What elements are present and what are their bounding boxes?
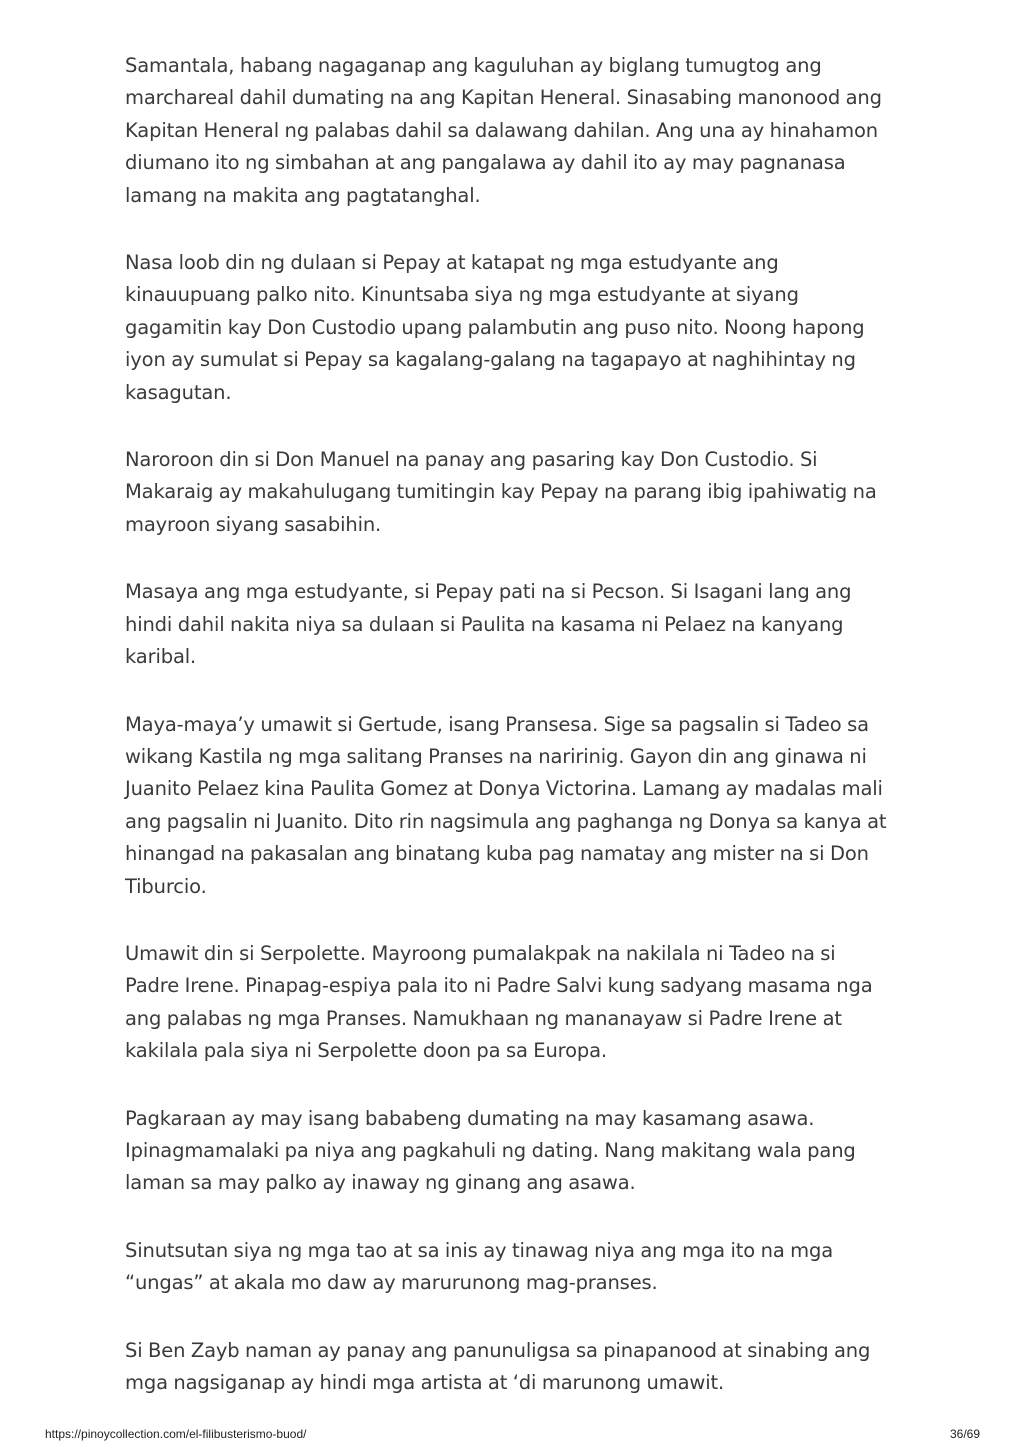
- paragraph: [125, 50, 915, 212]
- text-line: Nasa loob din ng dulaan si Pepay at katapat ng mga estudyante ang: [125, 251, 779, 275]
- text-line: iyon ay sumulat si Pepay sa kagalang-galang na tagapayo at naghihintay ng: [125, 348, 856, 372]
- paragraph: [125, 1103, 915, 1200]
- text-line: kinauupuang palko nito. Kinuntsaba siya ng mga estudyante at siyang: [125, 283, 799, 307]
- text-line: diumano ito ng simbahan at ang pangalawa ay dahil ito ay may pagnanasa: [125, 151, 846, 175]
- text-line: Umawit din si Serpolette. Mayroong pumalakpak na nakilala ni Tadeo na si: [125, 941, 836, 965]
- text-line: marchareal dahil dumating na ang Kapitan Heneral. Sinasabing manonood ang: [125, 86, 882, 110]
- text-line: Maya-maya’y umawit si Gertude, isang Pransesa. Sige sa pagsalin si Tadeo sa: [125, 712, 869, 736]
- text-line: Naroroon din si Don Manuel na panay ang pasaring kay Don Custodio. Si: [125, 448, 818, 472]
- source-url: https://pinoycollection.com/el-filibusterismo-buod/: [45, 1427, 307, 1441]
- paragraph: [125, 247, 915, 409]
- document-body: [125, 50, 915, 1434]
- paragraph: [125, 1235, 915, 1300]
- text-line: hindi dahil nakita niya sa dulaan si Paulita na kasama ni Pelaez na kanyang: [125, 612, 844, 636]
- paragraph: [125, 576, 915, 673]
- text-line: mayroon siyang sasabihin.: [125, 512, 382, 536]
- paragraph: [125, 1335, 915, 1400]
- text-line: Juanito Pelaez kina Paulita Gomez at Donya Victorina. Lamang ay madalas mali: [125, 777, 883, 801]
- text-line: Si Ben Zayb naman ay panay ang panunuligsa sa pinapanood at sinabing ang: [125, 1338, 871, 1362]
- paragraph: [125, 938, 915, 1068]
- text-line: Samantala, habang nagaganap ang kaguluhan ay biglang tumugtog ang: [125, 54, 822, 77]
- page-footer: [0, 1427, 1024, 1447]
- text-line: wikang Kastila ng mga salitang Pranses na naririnig. Gayon din ang ginawa ni: [125, 744, 867, 768]
- text-line: laman sa may palko ay inaway ng ginang ang asawa.: [125, 1171, 636, 1195]
- text-line: hinangad na pakasalan ang binatang kuba pag namatay ang mister na si Don: [125, 842, 869, 866]
- text-line: Masaya ang mga estudyante, si Pepay pati na si Pecson. Si Isagani lang ang: [125, 580, 852, 604]
- text-line: kasagutan.: [125, 380, 232, 404]
- text-line: ang pagsalin ni Juanito. Dito rin nagsimula ang paghanga ng Donya sa kanya at: [125, 809, 887, 833]
- text-line: Tiburcio.: [125, 874, 207, 898]
- text-line: Kapitan Heneral ng palabas dahil sa dalawang dahilan. Ang una ay hinahamon: [125, 118, 878, 142]
- page-number: 36/69: [949, 1427, 980, 1441]
- text-line: Ipinagmamalaki pa niya ang pagkahuli ng dating. Nang makitang wala pang: [125, 1138, 856, 1162]
- text-line: “ungas” at akala mo daw ay marurunong mag-pranses.: [125, 1271, 658, 1295]
- text-line: Sinutsutan siya ng mga tao at sa inis ay tinawag niya ang mga ito na mga: [125, 1238, 834, 1262]
- text-line: ang palabas ng mga Pranses. Namukhaan ng mananayaw si Padre Irene at: [125, 1006, 842, 1030]
- text-line: lamang na makita ang pagtatanghal.: [125, 183, 481, 207]
- text-line: Padre Irene. Pinapag-espiya pala ito ni Padre Salvi kung sadyang masama nga: [125, 974, 873, 998]
- paragraph: [125, 709, 915, 903]
- paragraph: [125, 444, 915, 541]
- text-line: gagamitin kay Don Custodio upang palambutin ang puso nito. Noong hapong: [125, 315, 865, 339]
- text-line: karibal.: [125, 645, 197, 669]
- text-line: kakilala pala siya ni Serpolette doon pa sa Europa.: [125, 1039, 607, 1063]
- text-line: Pagkaraan ay may isang bababeng dumating na may kasamang asawa.: [125, 1106, 815, 1130]
- text-line: mga nagsiganap ay hindi mga artista at ‘di marunong umawit.: [125, 1371, 725, 1394]
- text-line: Makaraig ay makahulugang tumitingin kay Pepay na parang ibig ipahiwatig na: [125, 480, 877, 504]
